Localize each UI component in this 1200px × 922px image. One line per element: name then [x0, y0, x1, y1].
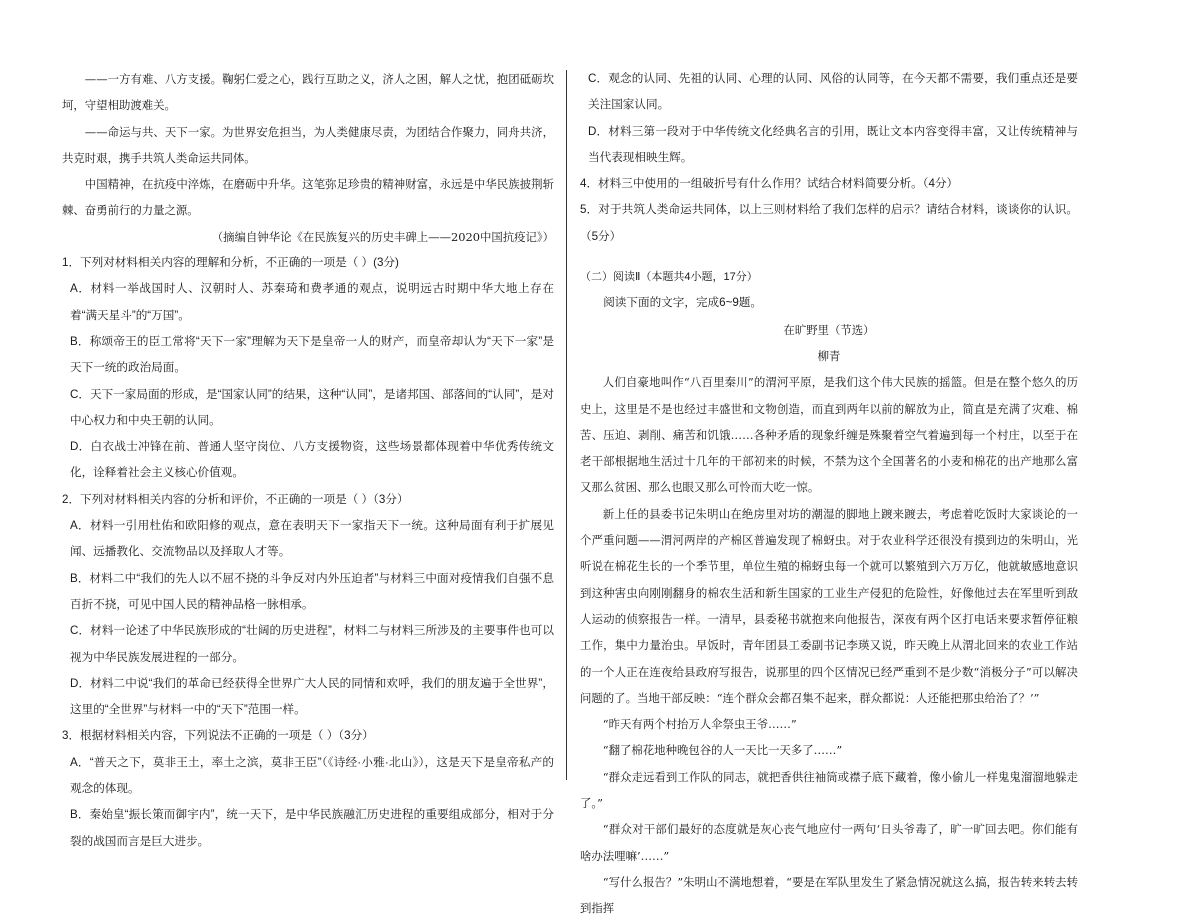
passage-paragraph-2: 新上任的县委书记朱明山在绝房里对坊的潮湿的脚地上踱来踱去，考虑着吃饭时大家谈论的一个严重问题——渭河两岸的产棉区普遍发现了棉蚜虫。对于农业科学还很没有摸到边的朱明山，光听说在棉花生长的一个季节里，单位生殖的棉蚜虫每一个就可以繁殖到六万万亿，他就敏感地意识到这种害虫向刚刚翻身的棉农生活和新生国家的工业生产侵犯的危险性，好像他过去在军里听到敌人运动的侦察报告一样。一清早，县委秘书就抱来向他报告，深夜有两个区打电话来要求暂停征粮工作，集中力量治虫。早饭时，青年团县工委副书记李瑛又说，昨天晚上从渭北回来的农业工作站的一个人正在连夜给县政府写报告，说那里的四个区情况已经严重到不是少数“消极分子”可以解决问题的了。当地干部反映：“连个群众会都召集不起来，群众都说：人还能把那虫给治了？’” [580, 506, 1078, 705]
question-2-option-b: B．材料二中“我们的先人以不屈不挠的斗争反对内外压迫者”与材料三中面对疫情我们自强不息百折不挠，可见中国人民的精神品格一脉相承。 [70, 571, 554, 611]
passage-paragraph-1: 人们自豪地叫作“八百里秦川”的渭河平原，是我们这个伟大民族的摇篮。但是在整个悠久的历史上，这里是不是也经过丰盛世和文物创造，而直到两年以前的解放为止，简直是充满了灾难、棉苦、压迫、剥削、痛苦和饥饿……各种矛盾的现象纤缠是殊聚着空气着遍到每一个村庄，以至于在老干部根据地生活过十几年的干部初来的时候，不禁为这个全国著名的小麦和棉花的出产地那么富又那么贫困、那么也眼又那么可怜而大吃一惊。 [580, 375, 1078, 495]
question-2-option-c: C．材料一论述了中华民族形成的“壮阔的历史进程”，材料二与材料三所涉及的主要事件也可以视为中华民族发展进程的一部分。 [70, 624, 554, 664]
section-heading: （二）阅读Ⅱ（本题共4小题，17分） [580, 271, 758, 284]
passage-author: 柳青 [817, 348, 841, 363]
question-3-option-c: C．观念的认同、先祖的认同、心理的认同、风俗的认同等，在今天都不需要，我们重点还是要关注国家认同。 [588, 72, 1078, 112]
intro-paragraph-3: 中国精神，在抗疫中淬炼，在磨砺中升华。这笔弥足珍贵的精神财富，永远是中华民族披荆斩棘、奋勇前行的力量之源。 [62, 177, 554, 218]
passage-paragraph-7: “写什么报告？”朱明山不满地想着，“要是在军队里发生了紧急情况就这么搞，报告转来转去转到指挥 [580, 874, 1078, 916]
question-5: 5．对于共筑人类命运共同体，以上三则材料给了我们怎样的启示？请结合材料，谈谈你的认识。（5分） [580, 203, 1078, 243]
question-3-option-b: B．秦始皇“振长策而御宇内”，统一天下，是中华民族融汇历史进程的重要组成部分，相对于分裂的战国而言是巨大进步。 [70, 808, 554, 848]
intro-paragraph-2: ——命运与共、天下一家。为世界安危担当，为人类健康尽责，为团结合作聚力，同舟共济，共克时艰，携手共筑人类命运共同体。 [62, 124, 554, 165]
question-3-option-a: A．“普天之下，莫非王土，率土之滨，莫非王臣”（《诗经·小雅·北山》），这是天下是皇帝私产的观念的体现。 [70, 755, 554, 796]
question-2-option-d: D．材料二中说“我们的革命已经获得全世界广大人民的同情和欢呼，我们的朋友遍于全世界”，这里的“全世界”与材料一中的“天下”范围一样。 [70, 676, 554, 717]
passage-title: 在旷野里（节选） [783, 322, 875, 337]
question-1-option-c: C．天下一家局面的形成，是“国家认同”的结果，这种“认同”，是诸邦国、部落间的“认同”，是对中心权力和中央王朝的认同。 [70, 387, 554, 427]
right-column [580, 66, 1078, 922]
passage-paragraph-3: “昨天有两个村抬万人伞祭虫王爷……” [602, 717, 797, 732]
question-1-stem: 1．下列对材料相关内容的理解和分析，不正确的一项是（ ）(3分) [62, 256, 399, 270]
question-2-stem: 2．下列对材料相关内容的分析和评价，不正确的一项是（ ）（3分） [62, 492, 409, 506]
column-divider [566, 70, 567, 780]
question-3-stem: 3．根据材料相关内容，下列说法不正确的一项是（ ）（3分） [62, 729, 374, 743]
reading-instruction: 阅读下面的文字，完成6~9题。 [603, 296, 762, 310]
question-1-option-b: B．称颂帝王的臣工常将“天下一家”理解为天下是皇帝一人的财产，而皇帝却认为“天下一家”是天下一统的政治局面。 [70, 334, 554, 375]
passage-paragraph-5: “群众走远看到工作队的同志，就把香供往袖筒或襟子底下藏着，像小偷儿一样鬼鬼溜溜地躲走了。” [580, 769, 1078, 811]
left-column [62, 66, 554, 855]
question-3-option-d: D．材料三第一段对于中华传统文化经典名言的引用，既让文本内容变得丰富，又让传统精神与当代表现相映生辉。 [588, 124, 1078, 164]
question-2-option-a: A．材料一引用杜佑和欧阳修的观点，意在表明天下一家指天下一统。这种局面有利于扩展见闻、远播教化、交流物品以及择取人才等。 [70, 519, 554, 559]
passage-paragraph-6: “群众对干部们最好的态度就是灰心丧气地应付一两句‘日头爷毒了，旷一旷回去吧。你们能有啥办法哩嘛’……” [580, 822, 1078, 863]
intro-paragraph-1: ——一方有难、八方支援。鞠躬仁爱之心，践行互助之义，济人之困，解人之忧，抱团砥砺坎坷，守望相助渡难关。 [62, 72, 554, 113]
question-1-option-d: D．白衣战士冲锋在前、普通人坚守岗位、八方支援物资，这些场景都体现着中华优秀传统文化，诠释着社会主义核心价值观。 [70, 440, 554, 480]
question-4: 4．材料三中使用的一组破折号有什么作用？试结合材料简要分析。（4分） [580, 177, 959, 191]
passage-paragraph-4: “翻了棉花地种晚包谷的人一天比一天多了……” [602, 743, 843, 758]
question-1-option-a: A．材料一举战国时人、汉朝时人、苏秦琦和费孝通的观点，说明远古时期中华大地上存在着“满天星斗”的“万国”。 [70, 282, 554, 322]
source-attribution: （摘编自钟华论《在民族复兴的历史丰碑上——2020中国抗疫记》） [211, 229, 554, 244]
